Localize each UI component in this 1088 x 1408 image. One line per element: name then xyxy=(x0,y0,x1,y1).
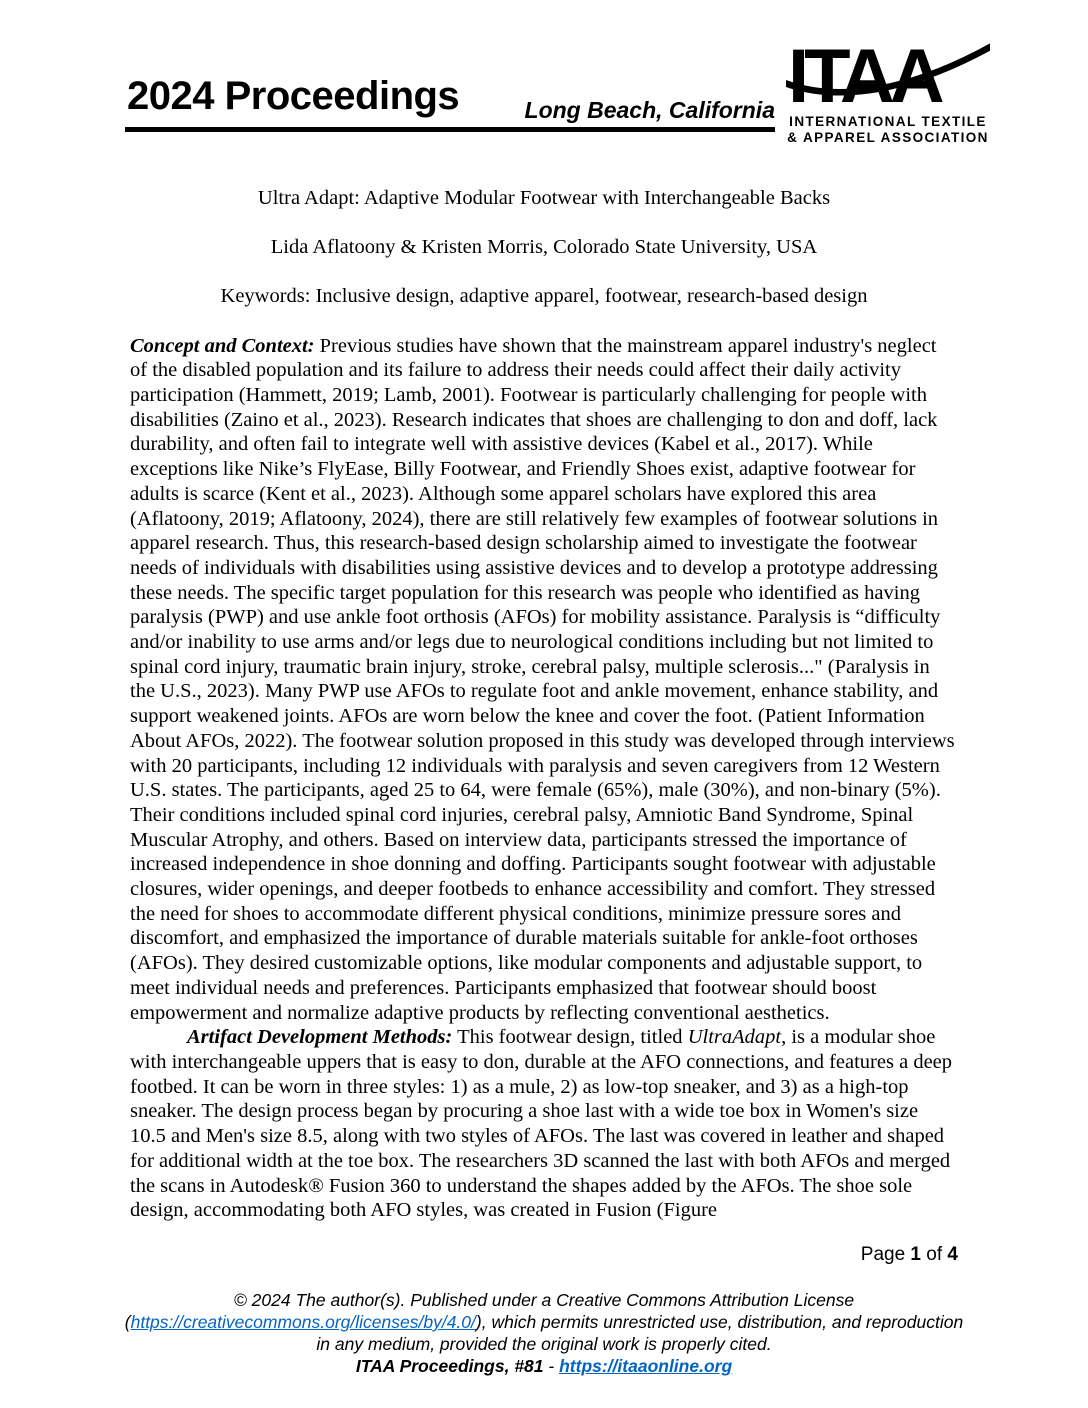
footer-license-rest: ), which permits unrestricted use, distribution, and reproduction xyxy=(475,1312,964,1332)
itaa-logo xyxy=(786,40,990,147)
footer-license-line xyxy=(0,1311,1088,1333)
article-content xyxy=(130,186,958,1223)
article-title: Ultra Adapt: Adaptive Modular Footwear with Interchangeable Backs xyxy=(257,187,831,209)
section-body-methods-pre: This footwear design, titled xyxy=(452,1026,688,1049)
page-indicator xyxy=(130,1244,958,1267)
cc-license-link[interactable]: https://creativecommons.org/licenses/by/4.0/ xyxy=(130,1312,476,1332)
header-rule xyxy=(125,127,775,132)
page-total-number: 4 xyxy=(947,1244,958,1265)
section-heading-methods: Artifact Development Methods: xyxy=(187,1026,453,1049)
itaa-logo-caption-line1: INTERNATIONAL TEXTILE xyxy=(789,114,987,129)
footer-copyright-line: © 2024 The author(s). Published under a Creative Commons Attribution License xyxy=(233,1290,855,1310)
article-body xyxy=(130,334,958,1223)
proceedings-location: Long Beach, California xyxy=(524,97,775,123)
paragraph-artifact-methods xyxy=(130,1025,958,1223)
page-word: Page xyxy=(860,1244,906,1265)
article-keywords: Keywords: Inclusive design, adaptive apparel, footwear, research-based design xyxy=(220,285,868,308)
itaa-logo-acronym: ITAA xyxy=(788,40,940,114)
footer-publication-line xyxy=(0,1355,1088,1377)
paragraph-concept-and-context xyxy=(130,334,958,1026)
article-authors: Lida Aflatoony & Kristen Morris, Colorado State University, USA xyxy=(270,236,818,259)
page-of-word: of xyxy=(926,1244,943,1265)
page-footer xyxy=(0,1289,1088,1377)
itaa-online-link[interactable]: https://itaaonline.org xyxy=(559,1356,733,1376)
itaa-logo-mark xyxy=(786,40,990,114)
section-body-methods-post: , is a modular shoe with interchangeable uppers that is easy to don, durable at the AFO connections, and features a deep footbed. It can be worn in three styles: 1) as a mule, 2) as low-top sneaker, and 3) as a high-top sneaker. The design process began by procuring a shoe last with a wide toe box in Women's size 10.5 and Men's size 8.5, along with two styles of AFOs. The last was covered in leather and shaped for additional width at the toe box. The researchers 3D scanned the last with both AFOs and merged the scans in Autodesk® Fusion 360 to understand the shapes added by the AFOs. The shoe sole design, accommodating both AFO styles, was created in Fusion (Figure xyxy=(130,1026,953,1222)
proceedings-title: 2024 Proceedings xyxy=(127,74,460,118)
itaa-logo-caption-line2: & APPAREL ASSOCIATION xyxy=(787,130,989,146)
section-heading-concept: Concept and Context: xyxy=(130,334,315,357)
footer-medium-line: in any medium, provided the original work is properly cited. xyxy=(316,1334,772,1354)
footer-paren-open: ( xyxy=(124,1312,131,1332)
design-name-italic: UltraAdapt xyxy=(687,1026,782,1049)
publication-separator: - xyxy=(543,1356,560,1376)
page-current-number: 1 xyxy=(910,1244,921,1265)
publication-label: ITAA Proceedings, #81 xyxy=(355,1356,544,1376)
section-body-concept: Previous studies have shown that the mainstream apparel industry's neglect of the disabled population and its failure to address their needs could affect their daily activity participation (Hammett, 2019; Lamb, 2001). Footwear is particularly challenging for people with disabilities (Zaino et al., 2023). Research indicates that shoes are challenging to don and doff, lack durability, and often fail to integrate well with assistive devices (Kabel et al., 2017). While exceptions like Nike’s FlyEase, Billy Footwear, and Friendly Shoes exist, adaptive footwear for adults is scarce (Kent et al., 2023). Although some apparel scholars have explored this area (Aflatoony, 2019; Aflatoony, 2024), there are still relatively few examples of footwear solutions in apparel research. Thus, this research-based design scholarship aimed to investigate the footwear needs of individuals with disabilities using assistive devices and to develop a prototype addressing these needs. The specific target population for this research was people who identified as having paralysis (PWP) and use ankle foot orthosis (AFOs) for mobility assistance. Paralysis is “difficulty and/or inability to use arms and/or legs due to neurological conditions including but not limited to spinal cord injury, traumatic brain injury, stroke, cerebral palsy, multiple sclerosis..." (Paralysis in the U.S., 2023). Many PWP use AFOs to regulate foot and ankle movement, enhance stability, and support weakened joints. AFOs are worn below the knee and cover the foot. (Patient Information About AFOs, 2022). The footwear solution proposed in this study was developed through interviews with 20 participants, including 12 individuals with paralysis and seven caregivers from 12 Western U.S. states. The participants, aged 25 to 64, were female (65%), male (30%), and non-binary (5%). Their conditions included spinal cord injuries, cerebral palsy, Amniotic Band Syndrome, Spinal Muscular Atrophy, and others. Based on interview data, participants stressed the importance of increased independence in shoe donning and doffing. Participants sought footwear with adjustable closures, wider openings, and deeper footbeds to enhance accessibility and comfort. They stressed the need for shoes to accommodate different physical conditions, minimize pressure sores and discomfort, and emphasized the importance of durable materials suitable for ankle-foot orthoses (AFOs). They desired customizable options, like modular components and adjustable support, to meet individual needs and preferences. Participants emphasized that footwear should boost empowerment and normalize adaptive products by reflecting conventional aesthetics. xyxy=(130,334,955,1024)
